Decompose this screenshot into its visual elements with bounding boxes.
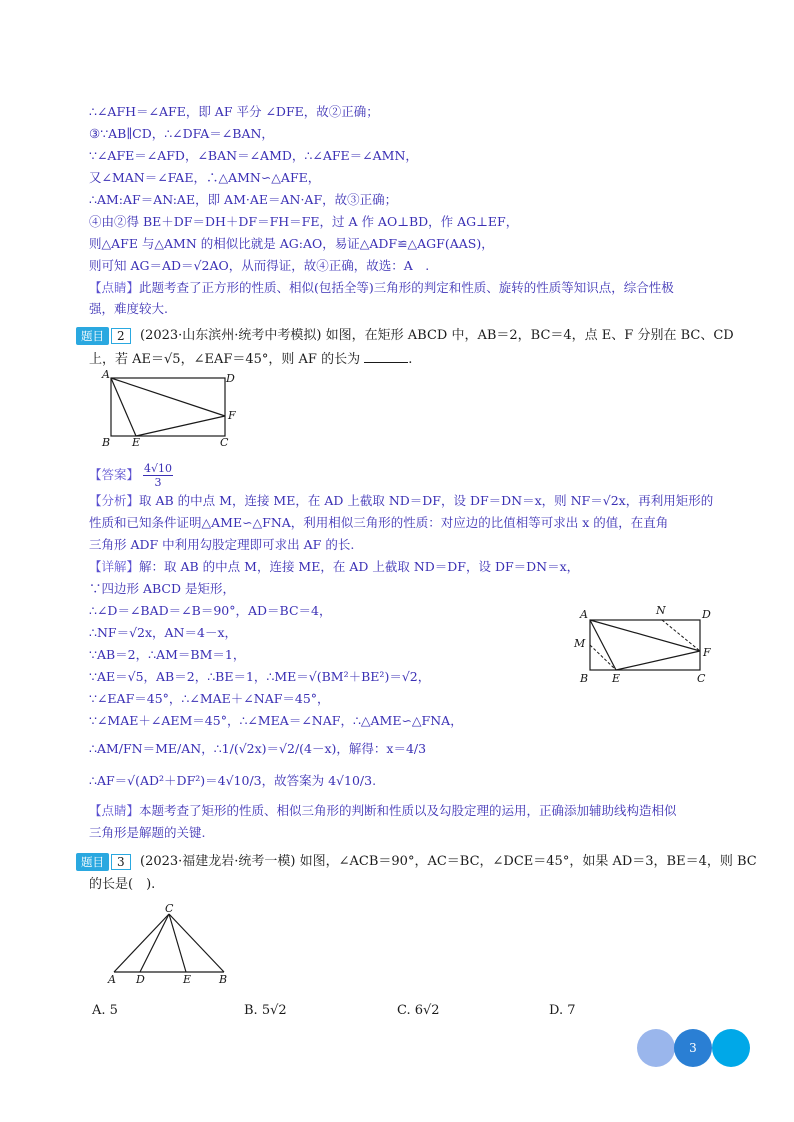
comment-tag: 【点睛】 — [89, 280, 140, 295]
rectangle-abcd — [590, 620, 700, 670]
point-label: E — [612, 672, 621, 685]
comment-line — [89, 279, 674, 297]
point-label: C — [697, 672, 706, 685]
point-label: N — [656, 604, 666, 617]
question-badge-label: 题目 — [76, 853, 109, 871]
detail-line: ∵∠EAF＝45°，∴∠MAE＋∠NAF＝45°， — [89, 691, 330, 706]
segment-af — [590, 620, 700, 651]
point-label: F — [228, 409, 236, 422]
analysis-tag: 【分析】 — [89, 493, 140, 508]
rectangle-auxiliary-figure — [572, 598, 722, 690]
comment-line — [89, 802, 677, 820]
point-label: F — [703, 646, 711, 659]
answer-fraction — [143, 462, 173, 489]
page-decor-circle — [637, 1029, 675, 1067]
detail-line: ∵四边形 ABCD 是矩形， — [89, 581, 235, 596]
choice-a[interactable]: A. 5 — [92, 1003, 118, 1018]
question-2-text: (2023·山东滨州·统考中考模拟) 如图，在矩形 ABCD 中，AB＝2，BC＝4，点 E、F 分别在 BC、CD — [140, 328, 734, 343]
choice-b[interactable]: B. 5√2 — [244, 1003, 287, 1018]
detail-line: ∵AE＝√5，AB＝2，∴BE＝1，∴ME＝√(BM²＋BE²)＝√2， — [89, 669, 431, 684]
detail-line — [89, 558, 579, 576]
answer-denominator: 3 — [154, 476, 162, 489]
analysis-line: 性质和已知条件证明△AME∽△FNA，利用相似三角形的性质：对应边的比值相等可求出 x 的值，在直角 — [89, 515, 669, 530]
solution-line: ④由②得 BE＋DF＝DH＋DF＝FH＝FE，过 A 作 AO⊥BD，作 AG⊥EF， — [89, 214, 519, 229]
segment-ef — [616, 651, 700, 670]
comment-line: 三角形是解题的关键. — [89, 825, 206, 840]
choice-d[interactable]: D. 7 — [549, 1003, 576, 1018]
question-3-text: (2023·福建龙岩·统考一模) 如图，∠ACB＝90°，AC＝BC，∠DCE＝45°，如果 AD＝3，BE＝4，则 BC — [140, 854, 757, 869]
solution-line: 则△AFE 与△AMN 的相似比就是 AG:AO，易证△ADF≌△AGF(AAS)， — [89, 236, 494, 251]
detail-text: 解：取 AB 的中点 M，连接 ME，在 AD 上截取 ND＝DF，设 DF＝DN＝x， — [139, 559, 580, 574]
detail-line: ∴NF＝√2x，AN＝4－x， — [89, 625, 237, 640]
point-label: M — [574, 637, 586, 650]
point-label: C — [165, 902, 174, 915]
solution-line: 又∠MAN＝∠FAE，∴△AMN∽△AFE， — [89, 170, 321, 185]
point-label: B — [219, 973, 228, 986]
comment-line: 强，难度较大. — [89, 301, 168, 316]
point-label: C — [220, 436, 229, 449]
question-number: 3 — [111, 854, 131, 870]
point-label: D — [136, 973, 145, 986]
question-2-text — [89, 350, 412, 369]
rectangle-figure — [96, 368, 246, 452]
segment-cd — [140, 914, 169, 972]
detail-tag: 【详解】 — [89, 559, 140, 574]
comment-text: 本题考查了矩形的性质、相似三角形的判断和性质以及勾股定理的运用，正确添加辅助线构造相似 — [139, 803, 677, 818]
answer-numerator: 4√10 — [144, 462, 173, 475]
solution-line: 则可知 AG＝AD＝√2AO，从而得证，故④正确，故选：A . — [89, 258, 430, 273]
detail-line: ∴∠D＝∠BAD＝∠B＝90°，AD＝BC＝4， — [89, 603, 332, 618]
question-3-badge — [76, 852, 131, 871]
segment-af — [111, 378, 225, 416]
point-label: E — [132, 436, 141, 449]
question-badge-label: 题目 — [76, 327, 109, 345]
segment-ae — [590, 620, 616, 670]
point-label: B — [102, 436, 111, 449]
choice-c[interactable]: C. 6√2 — [397, 1003, 440, 1018]
question-2-text-line2: 上，若 AE＝√5，∠EAF＝45°，则 AF 的长为 — [89, 352, 361, 367]
point-label: E — [183, 973, 192, 986]
answer-line — [89, 462, 173, 489]
point-label: A — [108, 973, 116, 986]
detail-line: ∵∠MAE＋∠AEM＝45°，∴∠MEA＝∠NAF，∴△AME∽△FNA， — [89, 713, 463, 728]
point-label: D — [702, 608, 711, 621]
analysis-line — [89, 492, 713, 510]
solution-line: ∴∠AFH＝∠AFE，即 AF 平分 ∠DFE，故②正确； — [89, 104, 379, 119]
question-2-text-end: . — [408, 352, 413, 367]
detail-line: ∴AM/FN＝ME/AN，∴1/(√2x)＝√2/(4－x)，解得：x＝4/3 — [89, 741, 427, 756]
solution-line: ∴AM:AF＝AN:AE，即 AM·AE＝AN·AF，故③正确； — [89, 192, 398, 207]
rectangle-abcd — [111, 378, 225, 436]
segment-ae — [111, 378, 136, 436]
answer-blank[interactable] — [364, 350, 408, 363]
comment-text: 此题考查了正方形的性质、相似(包括全等)三角形的判定和性质、旋转的性质等知识点，综合性极 — [139, 280, 674, 295]
point-label: B — [580, 672, 589, 685]
question-number: 2 — [111, 328, 131, 344]
segment-nf — [662, 620, 700, 651]
analysis-text: 取 AB 的中点 M，连接 ME，在 AD 上截取 ND＝DF，设 DF＝DN＝x，则 NF＝√2x，再利用矩形的 — [139, 493, 714, 508]
solution-line: ③∵AB∥CD，∴∠DFA＝∠BAN， — [89, 126, 274, 141]
page-number: 3 — [674, 1029, 712, 1067]
solution-line: ∵∠AFE＝∠AFD，∠BAN＝∠AMD，∴∠AFE＝∠AMN， — [89, 148, 418, 163]
segment-ac — [114, 914, 169, 972]
comment-tag: 【点睛】 — [89, 803, 140, 818]
question-3-text: 的长是( ). — [89, 877, 156, 892]
detail-line: ∵AB＝2，∴AM＝BM＝1， — [89, 647, 246, 662]
segment-ef — [136, 416, 225, 436]
segment-me — [590, 645, 616, 670]
point-label: A — [580, 608, 588, 621]
answer-tag: 【答案】 — [89, 467, 140, 482]
point-label: A — [102, 368, 110, 381]
page-decor-circle — [712, 1029, 750, 1067]
analysis-line: 三角形 ADF 中利用勾股定理即可求出 AF 的长. — [89, 537, 355, 552]
point-label: D — [226, 372, 235, 385]
detail-line: ∴AF＝√(AD²＋DF²)＝4√10/3，故答案为 4√10/3. — [89, 773, 377, 788]
question-2-badge — [76, 326, 131, 345]
triangle-figure — [104, 902, 234, 988]
